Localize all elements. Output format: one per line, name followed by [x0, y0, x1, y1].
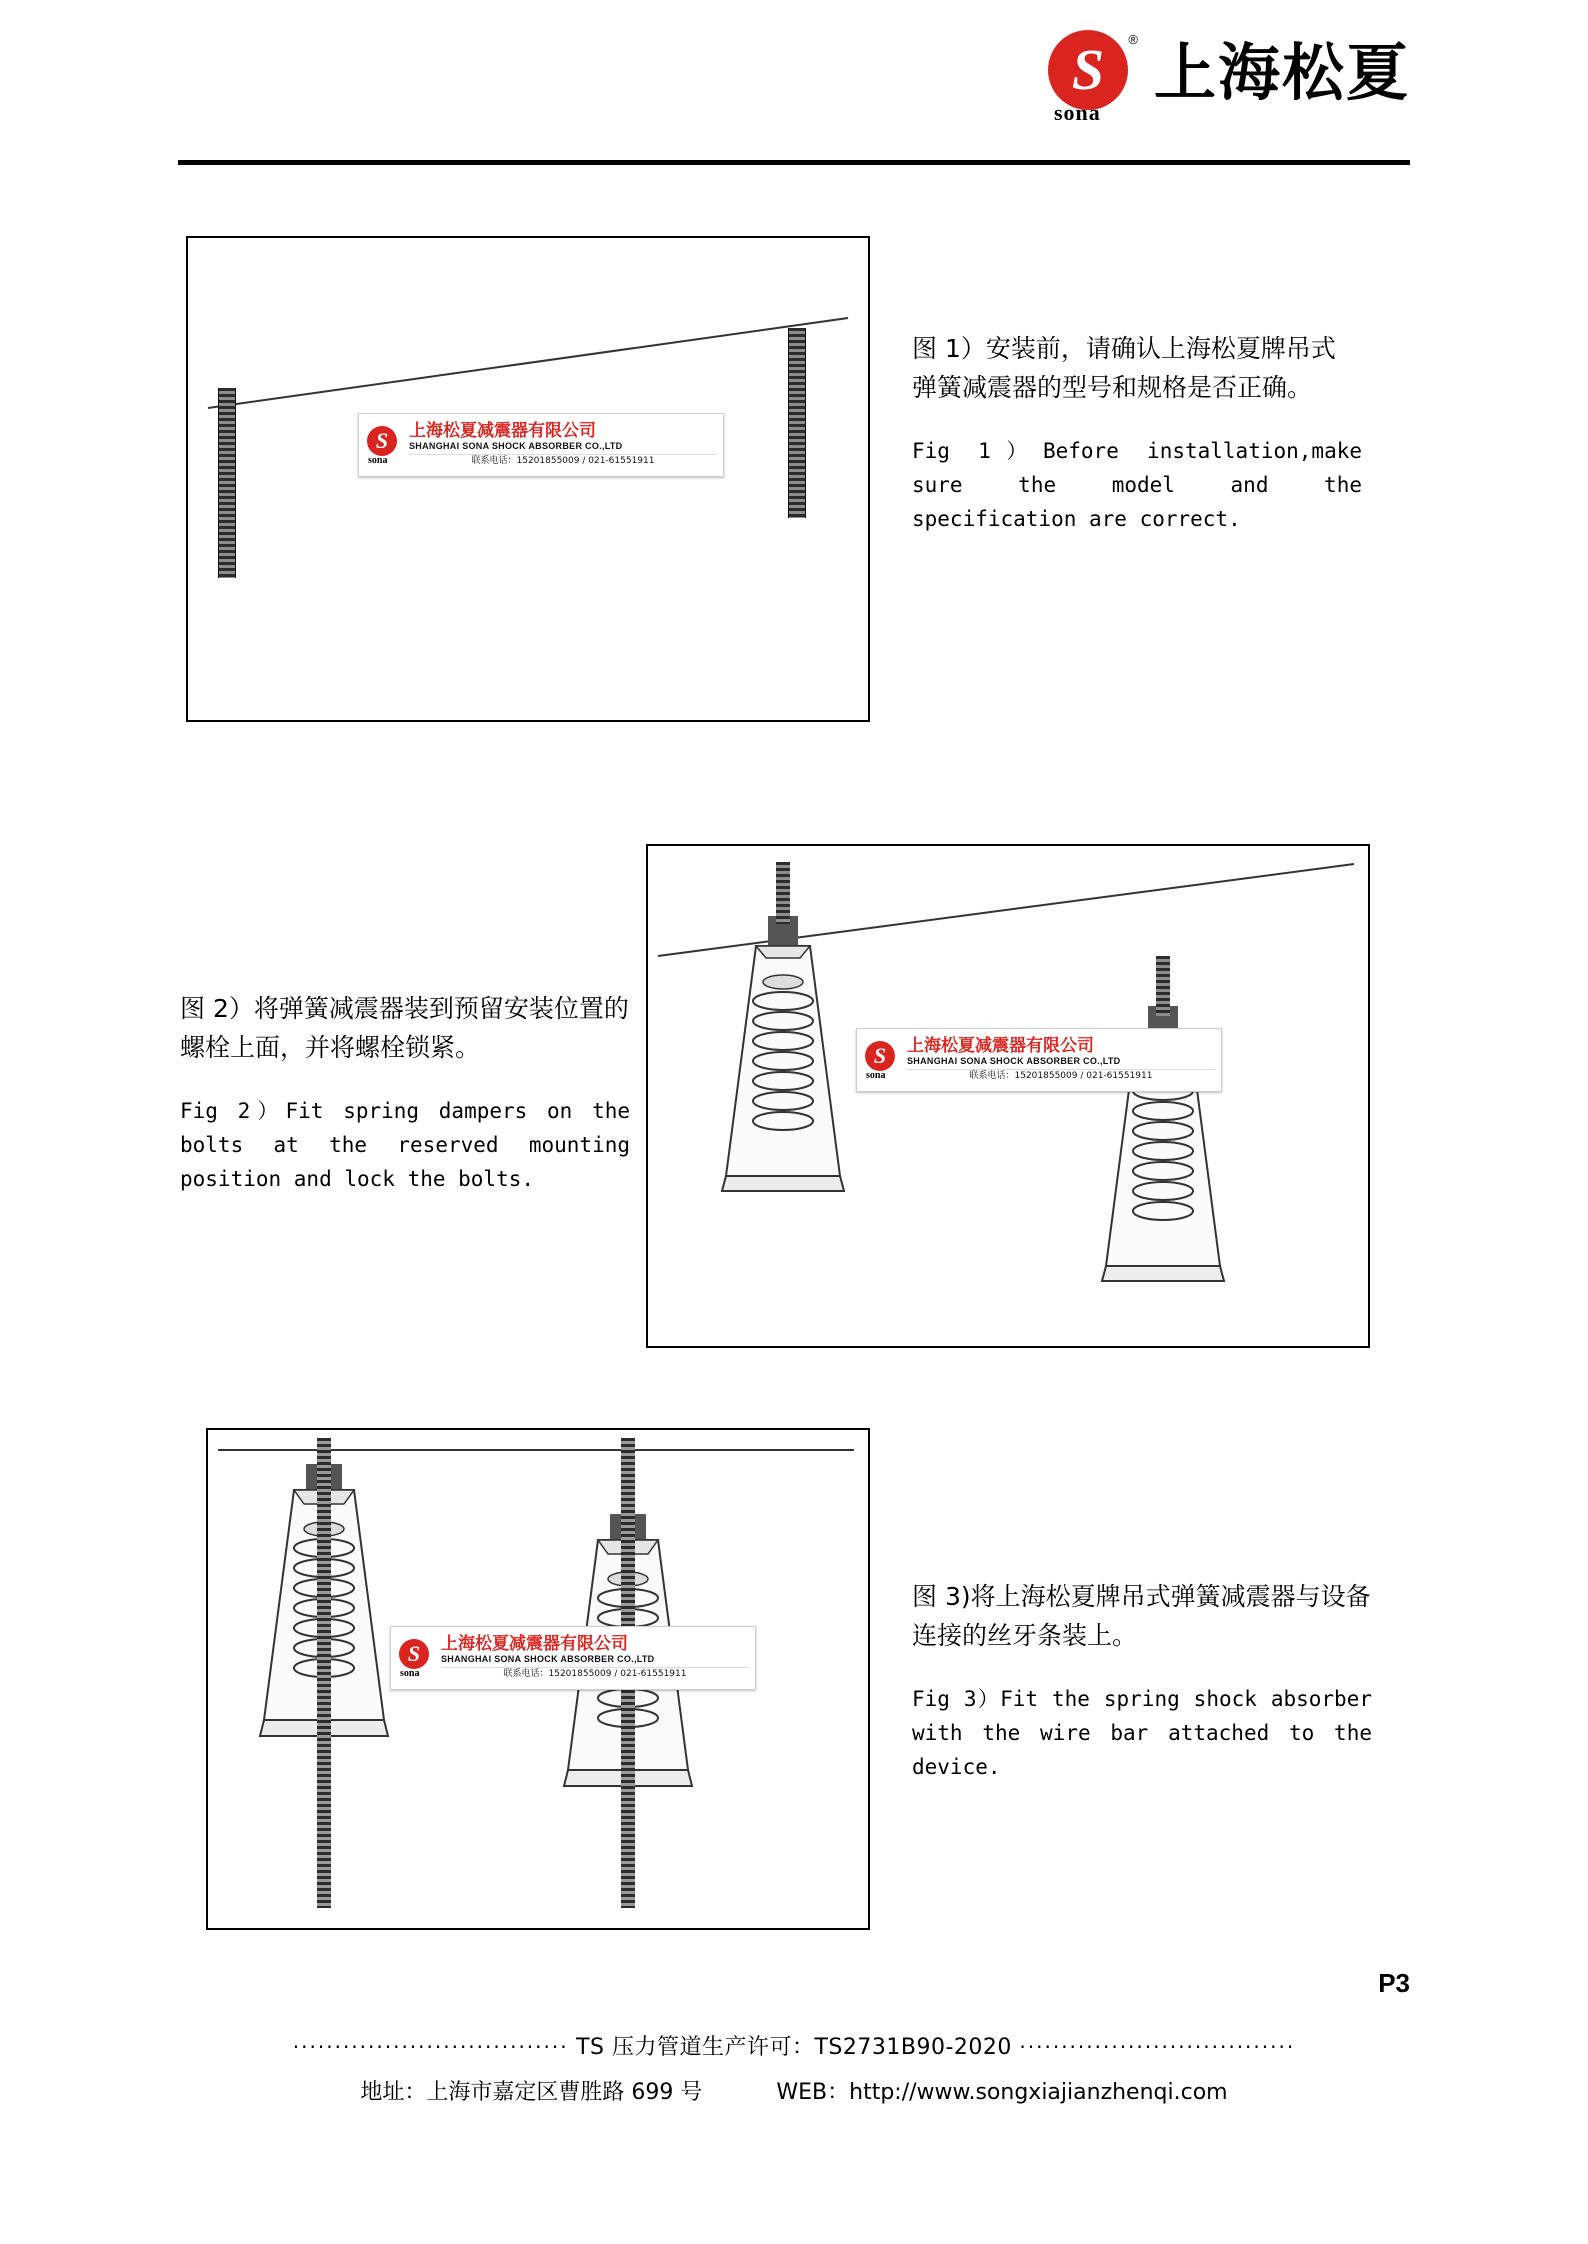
nameplate-text: [409, 422, 717, 467]
figure-3-caption-cn: 图 3)将上海松夏牌吊式弹簧减震器与设备连接的丝牙条装上。: [912, 1582, 1371, 1650]
logo-letter: S: [1071, 37, 1105, 102]
nameplate: [390, 1626, 756, 1690]
figure-2-caption: [180, 990, 630, 1196]
nameplate: [358, 413, 724, 477]
nameplate-logo-romanized: sona: [368, 455, 388, 466]
company-name-cn: 上海松夏: [1153, 36, 1410, 109]
nameplate-brand-en: SHANGHAI SONA SHOCK ABSORBER CO.,LTD: [441, 1654, 655, 1665]
damper-left-icon: [722, 916, 844, 1191]
page-header: [0, 0, 1588, 160]
nameplate-logo-letter: S: [407, 1641, 421, 1666]
nameplate-brand-cn: 上海松夏减震器有限公司: [409, 421, 596, 442]
nameplate-logo-icon: [365, 426, 403, 464]
nameplate-text: [907, 1037, 1215, 1082]
nameplate-logo-romanized: sona: [400, 1668, 420, 1679]
company-logo: [1048, 30, 1410, 125]
figure-2-caption-en: Fig 2）Fit spring dampers on the bolts at the reserved mounting position and lock the bolts.: [180, 1098, 630, 1191]
ceiling-line-icon: [188, 238, 864, 716]
footer-dots-right: ·································: [1019, 2035, 1296, 2059]
figure-2-graphics: [648, 846, 1364, 1342]
nameplate-brand-cn: 上海松夏减震器有限公司: [907, 1036, 1094, 1057]
nameplate-brand-cn: 上海松夏减震器有限公司: [441, 1634, 628, 1655]
footer-dots-left: ·································: [292, 2035, 569, 2059]
figure-2-scene: [648, 846, 1368, 1346]
figure-1-scene: [188, 238, 868, 720]
nameplate-logo-icon: [863, 1041, 901, 1079]
nameplate-logo-letter: S: [375, 428, 389, 453]
logo-romanized-text: sona: [1053, 100, 1101, 125]
page-number: P3: [1378, 1968, 1410, 1998]
figure-2-image: [646, 844, 1370, 1348]
figure-2-caption-cn: 图 2）将弹簧减震器装到预留安装位置的螺栓上面，并将螺栓锁紧。: [180, 994, 629, 1062]
page-footer: [0, 2030, 1588, 2106]
nameplate-text: [441, 1635, 749, 1680]
header-divider: [178, 160, 1410, 165]
threaded-rod-left: [776, 862, 790, 924]
figure-1-caption: [912, 330, 1362, 536]
threaded-rod-right: [1156, 956, 1170, 1016]
footer-web[interactable]: WEB：http://www.songxiajianzhenqi.com: [776, 2080, 1228, 2105]
nameplate: [856, 1028, 1222, 1092]
nameplate-contact: 联系电话：15201855009 / 021-61551911: [907, 1069, 1215, 1083]
nameplate-brand-en: SHANGHAI SONA SHOCK ABSORBER CO.,LTD: [409, 441, 623, 452]
nameplate-logo-letter: S: [873, 1043, 887, 1068]
threaded-rod-left: [317, 1438, 331, 1908]
nameplate-logo-icon: [397, 1639, 435, 1677]
nameplate-contact: 联系电话：15201855009 / 021-61551911: [441, 1667, 749, 1681]
sona-logo-icon: [1048, 30, 1140, 125]
figure-3-caption-en: Fig 3）Fit the spring shock absorber with the wire bar attached to the device.: [912, 1686, 1372, 1779]
footer-license-line: [0, 2030, 1588, 2061]
figure-1-caption-en: Fig 1）Before installation,make sure the model and the specification are correct.: [912, 438, 1362, 531]
nameplate-logo-romanized: sona: [866, 1070, 886, 1081]
figure-1-caption-cn: 图 1）安装前，请确认上海松夏牌吊式 弹簧减震器的型号和规格是否正确。: [912, 334, 1336, 402]
footer-contact-line: [0, 2075, 1588, 2106]
registered-mark-icon: ®: [1128, 32, 1138, 47]
figure-3-scene: [208, 1430, 868, 1928]
footer-address: 地址：上海市嘉定区曹胜路 699 号: [360, 2080, 703, 2105]
nameplate-contact: 联系电话：15201855009 / 021-61551911: [409, 454, 717, 468]
figure-1-image: [186, 236, 870, 722]
figure-3-image: [206, 1428, 870, 1930]
threaded-rod-right: [788, 328, 806, 518]
nameplate-brand-en: SHANGHAI SONA SHOCK ABSORBER CO.,LTD: [907, 1056, 1121, 1067]
threaded-rod-left: [218, 388, 236, 578]
figure-3-caption: [912, 1578, 1372, 1784]
footer-license: TS 压力管道生产许可：TS2731B90-2020: [576, 2035, 1012, 2060]
